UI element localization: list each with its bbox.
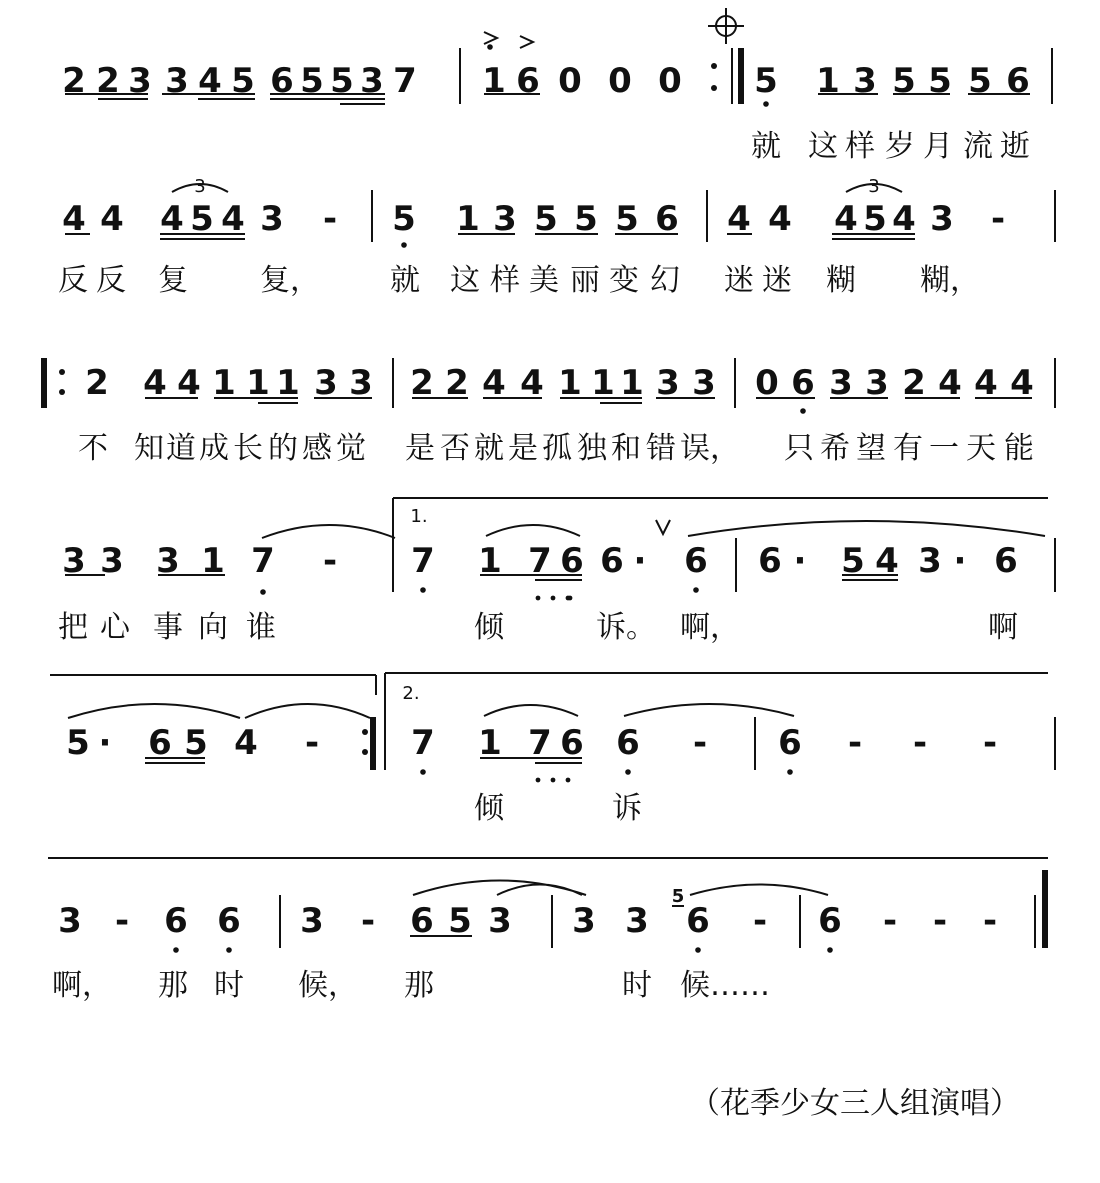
note: 2	[85, 363, 109, 403]
note: 4	[198, 61, 222, 101]
note: 1	[246, 363, 270, 403]
lyric: 知	[134, 431, 164, 466]
lyric: 道	[166, 431, 196, 466]
lyric: 就	[390, 263, 420, 298]
triplet-mark: 3	[868, 176, 880, 197]
note: 6	[560, 541, 584, 581]
note: 3	[58, 901, 82, 941]
lyric: 时	[214, 968, 244, 1003]
note: 4	[221, 199, 245, 239]
triplet-mark: 3	[194, 176, 206, 197]
lyric: 一	[929, 431, 959, 466]
note: 2	[445, 363, 469, 403]
lyric: 是	[405, 431, 435, 466]
note: ·	[633, 541, 647, 581]
lyric: 啊，	[680, 610, 740, 645]
note: ·	[953, 541, 967, 581]
note: -	[982, 723, 998, 763]
note: 7	[251, 541, 275, 581]
note: 5	[863, 199, 887, 239]
note: 3	[829, 363, 853, 403]
note: 6	[818, 901, 842, 941]
lyric: 候……	[680, 968, 770, 1003]
lyric: 这	[450, 263, 480, 298]
lyric: 就	[751, 129, 781, 164]
note: 6	[217, 901, 241, 941]
lyric: 诉。	[596, 610, 656, 645]
note: ·	[793, 541, 807, 581]
note: 5	[66, 723, 90, 763]
lyric: 望	[856, 431, 886, 466]
note: 5	[928, 61, 952, 101]
note: -	[990, 199, 1006, 239]
lyric: 倾	[474, 610, 504, 645]
note: -	[322, 541, 338, 581]
lyric: 错	[646, 431, 676, 466]
note: 3	[156, 541, 180, 581]
note: 4	[938, 363, 962, 403]
note: 1	[558, 363, 582, 403]
note: 1	[478, 723, 502, 763]
lyric: 那	[158, 968, 188, 1003]
lyric: 希	[820, 431, 850, 466]
note: 3	[493, 199, 517, 239]
note: 1	[816, 61, 840, 101]
note: 6	[778, 723, 802, 763]
lyric: 幻	[650, 263, 680, 298]
lyric: 迷	[762, 263, 792, 298]
note: 5	[534, 199, 558, 239]
note: 3	[314, 363, 338, 403]
lyric: 岁	[885, 129, 915, 164]
note: -	[912, 723, 928, 763]
lyric: 是	[508, 431, 538, 466]
note: 5	[574, 199, 598, 239]
note: -	[360, 901, 376, 941]
coda-icon	[708, 8, 744, 44]
note: 5	[615, 199, 639, 239]
note: 4	[727, 199, 751, 239]
lyric: 啊，	[52, 968, 112, 1003]
note: 1	[201, 541, 225, 581]
note: 5	[448, 901, 472, 941]
lyric: 啊	[988, 610, 1018, 645]
lyric: 把	[58, 610, 88, 645]
lyric: 成	[199, 431, 229, 466]
note: 1	[212, 363, 236, 403]
note: 6	[164, 901, 188, 941]
note: 5	[392, 199, 416, 239]
note: 3	[300, 901, 324, 941]
note: 3	[260, 199, 284, 239]
note: 5	[892, 61, 916, 101]
note: -	[322, 199, 338, 239]
lyric: 心	[100, 610, 130, 645]
note: -	[932, 901, 948, 941]
lyric: 只	[784, 431, 814, 466]
lyric: 谁	[246, 610, 276, 645]
note: 6	[791, 363, 815, 403]
note: 3	[625, 901, 649, 941]
note: 7	[411, 541, 435, 581]
lyric: 感	[302, 431, 332, 466]
note: 4	[100, 199, 124, 239]
lyric: 时	[622, 968, 652, 1003]
note: 3	[853, 61, 877, 101]
note: 4	[768, 199, 792, 239]
lyric: 向	[198, 610, 228, 645]
note: 3	[128, 61, 152, 101]
performer-credit: （花季少女三人组演唱）	[690, 1086, 1020, 1121]
lyric: 就	[474, 431, 504, 466]
lyric: 候，	[298, 968, 358, 1003]
note: 5	[184, 723, 208, 763]
note: ·	[98, 723, 112, 763]
lyric: 诉	[612, 791, 642, 826]
note: -	[752, 901, 768, 941]
lyric: 误，	[680, 431, 740, 466]
lyric: 的	[268, 431, 298, 466]
note: 1	[456, 199, 480, 239]
lyric: 这	[808, 129, 838, 164]
lyric: 月	[923, 129, 953, 164]
lyric: 糊	[826, 263, 856, 298]
volta-1-label: 1.	[410, 506, 428, 527]
note: 1	[478, 541, 502, 581]
lyric: 天	[966, 431, 996, 466]
note: 5	[231, 61, 255, 101]
note: 7	[393, 61, 417, 101]
note: 3	[165, 61, 189, 101]
note: 6	[686, 901, 710, 941]
lyric: 复，	[260, 263, 320, 298]
lyric: 糊，	[920, 263, 980, 298]
note: -	[982, 901, 998, 941]
note: 7	[528, 541, 552, 581]
lyric: 复	[158, 263, 188, 298]
lyric: 和	[611, 431, 641, 466]
note: 3	[692, 363, 716, 403]
note: 3	[918, 541, 942, 581]
lyric: 独	[577, 431, 607, 466]
lyric: 那	[404, 968, 434, 1003]
note: 1	[276, 363, 300, 403]
note: -	[847, 723, 863, 763]
lyric: 迷	[724, 263, 754, 298]
note: 3	[360, 61, 384, 101]
note: 1	[482, 61, 506, 101]
note: 4	[834, 199, 858, 239]
lyric: 逝	[1000, 129, 1030, 164]
note: 6	[655, 199, 679, 239]
note: 6	[270, 61, 294, 101]
note: 6	[148, 723, 172, 763]
note: 6	[994, 541, 1018, 581]
note: -	[114, 901, 130, 941]
note: 4	[234, 723, 258, 763]
lyric: 觉	[336, 431, 366, 466]
note: 3	[865, 363, 889, 403]
note: 4	[1010, 363, 1034, 403]
note: 5	[841, 541, 865, 581]
note: 5	[190, 199, 214, 239]
lyric: 事	[153, 610, 183, 645]
lyric: 不	[78, 431, 108, 466]
lyric: 能	[1004, 431, 1034, 466]
grace-note: 5	[671, 886, 685, 907]
note: 2	[62, 61, 86, 101]
note: 2	[410, 363, 434, 403]
lyric: 反	[96, 263, 126, 298]
note: -	[304, 723, 320, 763]
note: 3	[572, 901, 596, 941]
note: 4	[520, 363, 544, 403]
lyric: 否	[440, 431, 470, 466]
lyric: 反	[58, 263, 88, 298]
note: 3	[100, 541, 124, 581]
note: 3	[656, 363, 680, 403]
note: 6	[1006, 61, 1030, 101]
note: 2	[902, 363, 926, 403]
note: 6	[410, 901, 434, 941]
note: 3	[349, 363, 373, 403]
lyric: 样	[490, 263, 520, 298]
note: 4	[160, 199, 184, 239]
note: 1	[620, 363, 644, 403]
lyric: 有	[893, 431, 923, 466]
note: 5	[968, 61, 992, 101]
lyric: 孤	[542, 431, 572, 466]
note: -	[882, 901, 898, 941]
lyric: 变	[609, 263, 639, 298]
note: 3	[62, 541, 86, 581]
note: 4	[974, 363, 998, 403]
note: 6	[516, 61, 540, 101]
lyric: 流	[963, 129, 993, 164]
row-6	[48, 858, 1048, 948]
note: 0	[558, 61, 582, 101]
note: 7	[411, 723, 435, 763]
note: 5	[754, 61, 778, 101]
lyric: 美	[529, 263, 559, 298]
note: 0	[608, 61, 632, 101]
note: 7	[528, 723, 552, 763]
note: 1	[591, 363, 615, 403]
note: 0	[658, 61, 682, 101]
note: 5	[330, 61, 354, 101]
lyric: 样	[845, 129, 875, 164]
note: 4	[177, 363, 201, 403]
note: 3	[930, 199, 954, 239]
lyric: 倾	[474, 791, 504, 826]
volta-2-label: 2.	[402, 683, 420, 704]
note: 2	[96, 61, 120, 101]
note: 6	[600, 541, 624, 581]
note: 0	[755, 363, 779, 403]
note: 6	[684, 541, 708, 581]
note: 4	[143, 363, 167, 403]
note: 6	[560, 723, 584, 763]
note: 4	[62, 199, 86, 239]
note: 4	[875, 541, 899, 581]
note: -	[692, 723, 708, 763]
lyric: 长	[233, 431, 263, 466]
note: 5	[300, 61, 324, 101]
note: 3	[488, 901, 512, 941]
note: 6	[616, 723, 640, 763]
note: 6	[758, 541, 782, 581]
note: 4	[892, 199, 916, 239]
lyric: 丽	[570, 263, 600, 298]
note: 4	[482, 363, 506, 403]
